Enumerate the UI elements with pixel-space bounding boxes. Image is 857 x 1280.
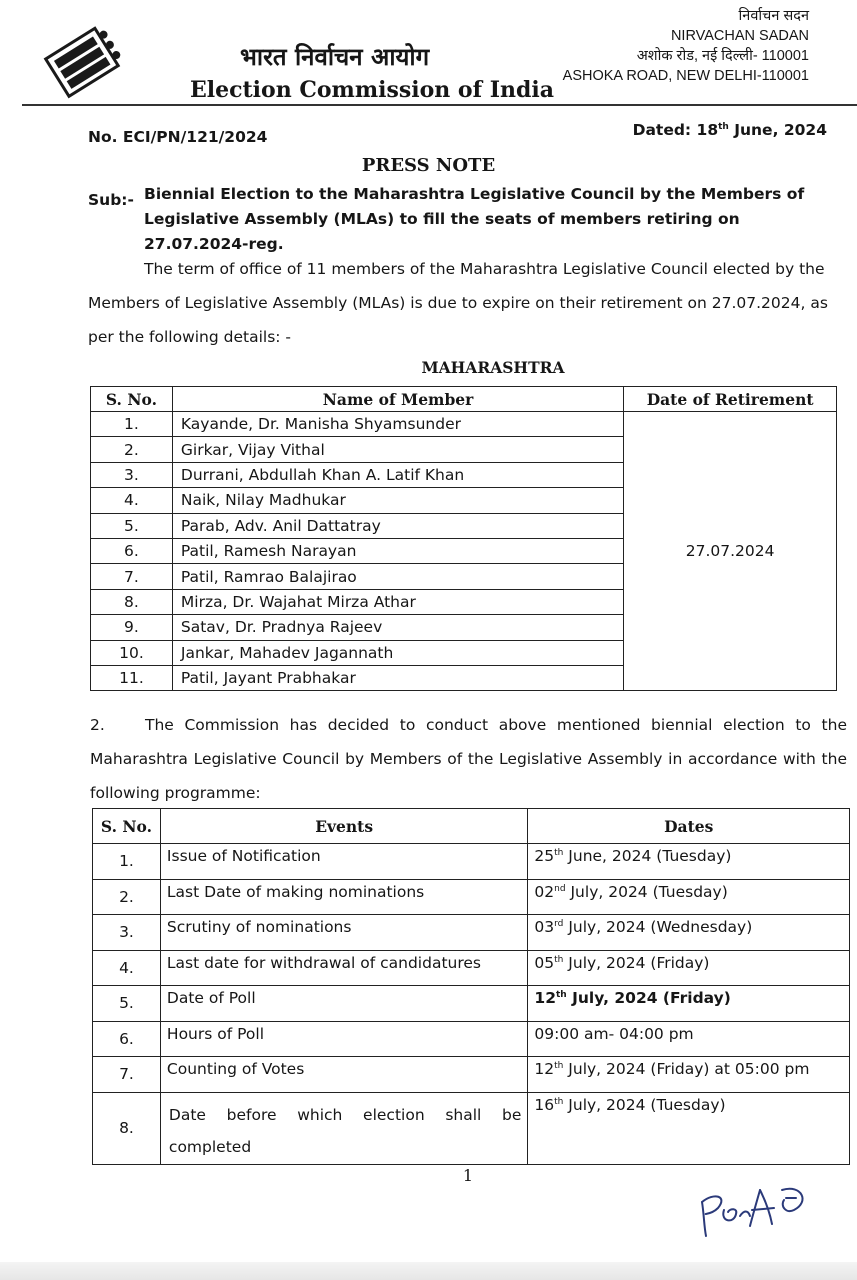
member-name: Durrani, Abdullah Khan A. Latif Khan [172, 462, 623, 487]
serial-number: 11. [91, 665, 173, 690]
date-month-year: June, 2024 [728, 121, 827, 139]
paragraph-text: The Commission has decided to conduct above mentioned biennial election to the Maharashtra Legislative Council by Members of the Legislative Assembly in accordance with the following programme: [90, 716, 847, 802]
date-prefix: Dated: 18 [632, 121, 719, 139]
address-line: NIRVACHAN SADAN [670, 28, 809, 44]
serial-number: 8. [93, 1092, 161, 1164]
event-date [528, 879, 850, 915]
serial-number: 4. [93, 950, 161, 986]
document-title: PRESS NOTE [361, 155, 496, 176]
members-table [90, 386, 837, 691]
event-line: completed [168, 1137, 252, 1156]
member-name: Patil, Ramesh Narayan [172, 538, 623, 563]
event-line: Date before which election shall be [168, 1105, 522, 1124]
serial-number: 7. [93, 1057, 161, 1093]
date-suffix-sup: th [554, 1060, 564, 1071]
table-row [93, 950, 850, 986]
subject-label: Sub:- [88, 191, 134, 209]
serial-number: 1. [91, 412, 173, 437]
column-header: Dates [528, 809, 850, 844]
election-commission-emblem-icon [28, 24, 138, 104]
date-rest: July, 2024 (Tuesday) [565, 882, 728, 901]
member-name: Patil, Jayant Prabhakar [172, 665, 623, 690]
serial-number: 8. [91, 589, 173, 614]
event-date [528, 1057, 850, 1093]
subject-text: Biennial Election to the Maharashtra Legislative Council by the Members of Legislative Assembly (MLAs) to fill the seats of members retiring on 27.07.2024-reg. [144, 185, 805, 253]
table-row [93, 879, 850, 915]
header-divider [22, 104, 857, 106]
address-block [509, 6, 809, 86]
date-rest: July, 2024 (Friday) [563, 953, 710, 972]
serial-number: 1. [93, 844, 161, 880]
date-suffix-sup: th [554, 847, 564, 858]
serial-number: 5. [93, 986, 161, 1022]
member-name: Parab, Adv. Anil Dattatray [172, 513, 623, 538]
address-line: अशोक रोड, नई दिल्ली- 110001 [636, 48, 809, 64]
date-suffix-sup: th [718, 121, 729, 132]
address-line: ASHOKA ROAD, NEW DELHI-110001 [562, 68, 809, 84]
date-day: 12 [534, 989, 556, 1007]
member-name: Girkar, Vijay Vithal [172, 437, 623, 462]
date-rest: July, 2024 (Friday) [566, 989, 731, 1007]
column-header: S. No. [93, 809, 161, 844]
date-suffix-sup: nd [554, 883, 566, 894]
member-name: Jankar, Mahadev Jagannath [172, 640, 623, 665]
date-suffix-sup: th [554, 1096, 564, 1107]
paragraph-1: The term of office of 11 members of the Maharashtra Legislative Council elected by the Members of Legislative Assembly (MLAs) is due to expire on their retirement on 27.07.2024, as per the following details: - [88, 260, 828, 346]
serial-number: 5. [91, 513, 173, 538]
table-header-row [93, 809, 850, 844]
column-header: Events [160, 809, 527, 844]
table-row [93, 1057, 850, 1093]
member-name: Kayande, Dr. Manisha Shyamsunder [172, 412, 623, 437]
date-day: 16 [534, 1095, 555, 1114]
table-row [93, 915, 850, 951]
date-suffix-sup: th [554, 954, 564, 965]
event-date [528, 915, 850, 951]
date-rest: June, 2024 (Tuesday) [563, 847, 732, 865]
serial-number: 4. [91, 488, 173, 513]
date-rest: July, 2024 (Wednesday) [563, 918, 753, 936]
page-number: 1 [462, 1166, 474, 1185]
event-name: Counting of Votes [160, 1057, 527, 1093]
serial-number: 6. [91, 538, 173, 563]
retirement-date: 27.07.2024 [624, 412, 837, 691]
date-day: 03 [534, 918, 555, 936]
org-name-hindi: भारत निर्वाचन आयोग [240, 43, 430, 71]
event-name [160, 1092, 527, 1164]
event-date [528, 844, 850, 880]
event-name: Last date for withdrawal of candidatures [160, 950, 527, 986]
paragraph-2 [90, 708, 847, 810]
event-name: Date of Poll [160, 986, 527, 1022]
member-name: Naik, Nilay Madhukar [172, 488, 623, 513]
event-date [528, 950, 850, 986]
org-name-english: Election Commission of India [190, 77, 554, 103]
paragraph-number: 2. [90, 716, 105, 734]
date-line [633, 121, 827, 139]
handwritten-signature-icon [694, 1180, 814, 1240]
event-name: Scrutiny of nominations [160, 915, 527, 951]
date-rest: July, 2024 (Tuesday) [563, 1095, 726, 1114]
event-name: Last Date of making nominations [160, 879, 527, 915]
serial-number: 3. [93, 915, 161, 951]
column-header: Date of Retirement [624, 387, 837, 412]
table-row [91, 412, 837, 437]
member-name: Patil, Ramrao Balajirao [172, 564, 623, 589]
poll-date [528, 986, 850, 1022]
column-header: S. No. [91, 387, 173, 412]
date-suffix-sup: rd [554, 918, 564, 929]
reference-number: No. ECI/PN/121/2024 [88, 128, 268, 146]
table-row [93, 844, 850, 880]
event-name: Hours of Poll [160, 1021, 527, 1057]
member-name: Satav, Dr. Pradnya Rajeev [172, 615, 623, 640]
serial-number: 10. [91, 640, 173, 665]
serial-number: 7. [91, 564, 173, 589]
schedule-table [92, 808, 850, 1165]
table-row [93, 986, 850, 1022]
event-date [528, 1092, 850, 1164]
date-suffix-sup: th [555, 989, 567, 1000]
scan-edge [0, 1262, 857, 1280]
serial-number: 6. [93, 1021, 161, 1057]
event-name: Issue of Notification [160, 844, 527, 880]
state-heading: MAHARASHTRA [421, 358, 565, 377]
table-row [93, 1092, 850, 1164]
date-day: 02 [534, 882, 555, 901]
serial-number: 2. [91, 437, 173, 462]
date-day: 25 [534, 847, 555, 865]
date-day: 05 [534, 953, 555, 972]
date-day: 12 [534, 1060, 555, 1078]
address-line: निर्वाचन सदन [738, 8, 809, 24]
column-header: Name of Member [172, 387, 623, 412]
serial-number: 9. [91, 615, 173, 640]
member-name: Mirza, Dr. Wajahat Mirza Athar [172, 589, 623, 614]
event-date: 09:00 am- 04:00 pm [528, 1021, 850, 1057]
serial-number: 2. [93, 879, 161, 915]
table-row [93, 1021, 850, 1057]
date-rest: July, 2024 (Friday) at 05:00 pm [563, 1060, 810, 1078]
table-header-row [91, 387, 837, 412]
serial-number: 3. [91, 462, 173, 487]
